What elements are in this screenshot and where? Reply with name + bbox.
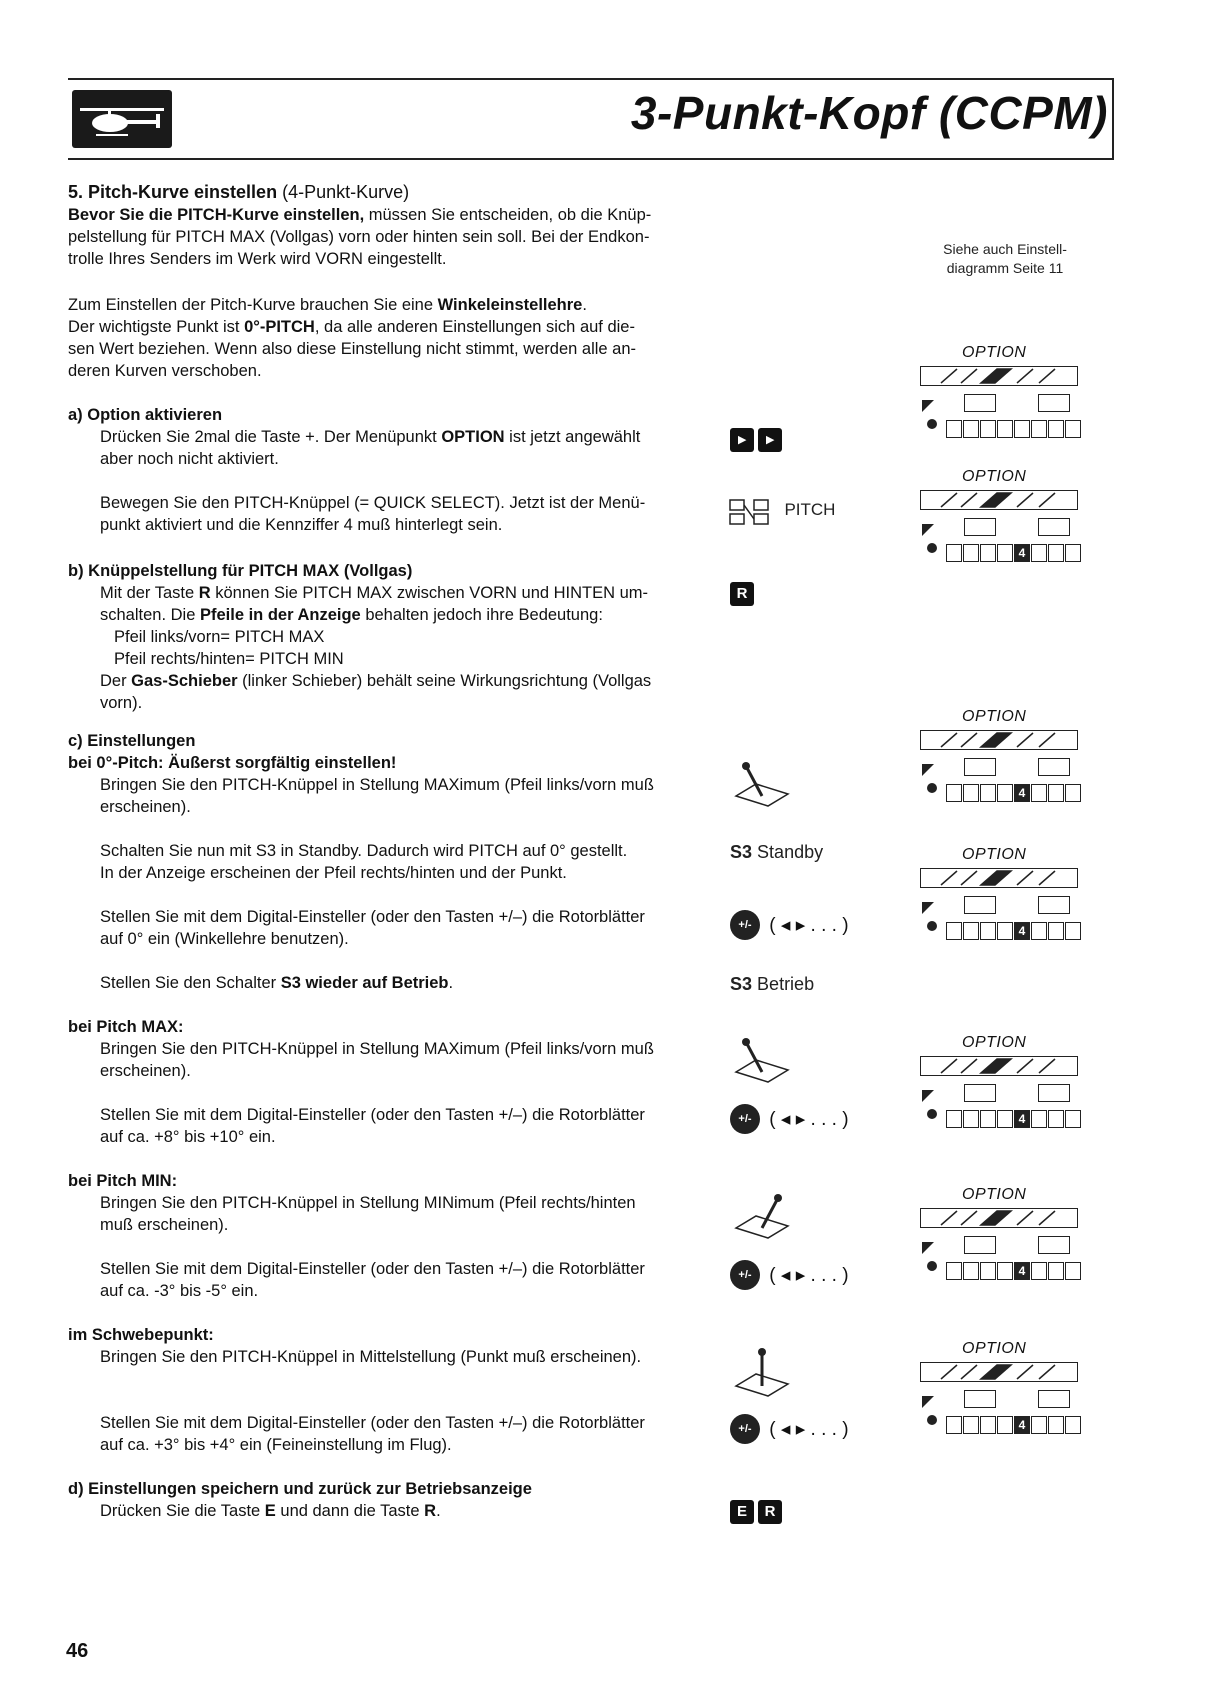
lcd-digit [980,784,996,802]
lcd-digit [963,784,979,802]
dial-suffix: ( ◂ ▸ . . . ) [769,1418,849,1440]
p2-l1a: Zum Einstellen der Pitch-Kurve brauchen Sie eine [68,296,438,314]
lcd-digit-highlight: 4 [1014,922,1030,940]
c-s0-l3: Schalten Sie nun mit S3 in Standby. Dadurch wird PITCH auf 0° gestellt. [100,842,628,860]
lcd-digit [980,420,996,438]
lcd-bar [920,730,1078,750]
c-s0-l2: erscheinen). [100,798,191,816]
lcd-digit [963,1416,979,1434]
header-rule-right [1112,78,1114,160]
intro-bold: Bevor Sie die PITCH-Kurve einstellen, [68,206,365,224]
intro-line1: müssen Sie entscheiden, ob die Knüp- [364,206,652,224]
lcd-digit [946,420,962,438]
lcd-digit [980,1416,996,1434]
c-s0-block4 [100,972,710,994]
b-block [100,582,720,714]
s3-betrieb-bold: S3 [730,974,753,994]
lcd-bar [920,490,1078,510]
lcd-digit [1048,784,1064,802]
lcd-digit [963,1262,979,1280]
page-number: 46 [66,1640,89,1662]
d-block [100,1500,710,1522]
lcd-small-box [964,518,996,536]
c-s0-l7c: . [448,974,454,992]
intro-line2: pelstellung für PITCH MAX (Vollgas) vorn oder hinten sein soll. Bei der Endkon- [68,228,650,246]
lcd-digit [1065,420,1081,438]
c-sub-hover: im Schwebepunkt: [68,1326,214,1344]
lcd-small-box [964,758,996,776]
e-key-icon: E [730,1500,754,1524]
pitch-label: PITCH [784,500,836,520]
lcd-display [912,846,1082,954]
s3-standby-text: Standby [757,842,824,862]
header-rule-bottom [68,158,1114,160]
lcd-digit [1048,544,1064,562]
c-max-l3: Stellen Sie mit dem Digital-Einsteller (oder den Tasten +/–) die Rotorblätter [100,1106,645,1124]
p2-l4: deren Kurven verschoben. [68,362,262,380]
lcd-digit [1048,1262,1064,1280]
b-l2c: behalten jedoch ihre Bedeutung: [360,606,603,624]
lcd-digit [1065,544,1081,562]
lcd-bar [920,1056,1078,1076]
lcd-arrow-icon [920,398,946,436]
lcd-display [912,344,1082,452]
lcd-bar [920,1208,1078,1228]
lcd-digit [963,544,979,562]
lcd-digit [1031,420,1047,438]
helicopter-icon [72,90,172,148]
s3-standby-label [730,842,823,863]
a-l4: punkt aktiviert und die Kennziffer 4 muß hinterlegt sein. [100,516,503,534]
intro-line3: trolle Ihres Senders im Werk wird VORN eingestellt. [68,250,447,268]
c-max-block1 [100,1038,710,1082]
digital-setter-1 [730,910,849,940]
c-s0-block1 [100,774,710,818]
lcd-digit [1048,420,1064,438]
lcd-small-box [1038,758,1070,776]
lcd-display [912,708,1082,816]
lcd-arrow-icon [920,900,946,938]
lcd-digit [997,784,1013,802]
lcd-digit [1048,922,1064,940]
stick-max-icon [732,760,792,812]
c-min-l2: muß erscheinen). [100,1216,229,1234]
b-l2b: Pfeile in der Anzeige [199,606,361,624]
lcd-arrow-icon [920,522,946,560]
lcd-digit [980,1262,996,1280]
a-l3: Bewegen Sie den PITCH-Knüppel (= QUICK SELECT). Jetzt ist der Menü- [100,494,646,512]
lcd-digit [980,922,996,940]
lcd-digit-highlight: 4 [1014,1262,1030,1280]
digital-setter-3 [730,1260,849,1290]
dial-suffix: ( ◂ ▸ . . . ) [769,914,849,936]
lcd-title: OPTION [962,1340,1027,1357]
lcd-small-box [964,394,996,412]
d-l1d: R [424,1502,437,1520]
d-l1a: Drücken Sie die Taste [100,1502,265,1520]
stick-max-icon [732,1036,792,1088]
digital-setter-2 [730,1104,849,1134]
lcd-title: OPTION [962,846,1027,863]
lcd-digit [1031,784,1047,802]
lcd-digit [946,1262,962,1280]
b-l4: Pfeil rechts/hinten= PITCH MIN [114,650,344,668]
c-s0-l5: Stellen Sie mit dem Digital-Einsteller (oder den Tasten +/–) die Rotorblätter [100,908,645,926]
lcd-digit [946,784,962,802]
c-s0-l1: Bringen Sie den PITCH-Knüppel in Stellung MAXimum (Pfeil links/vorn muß [100,776,654,794]
b-l1a: Mit der Taste [100,584,199,602]
stick-center-icon [732,1346,792,1402]
section-heading: 5. Pitch-Kurve einstellen [68,182,278,202]
c-s0-block3 [100,906,710,950]
lcd-small-box [1038,1084,1070,1102]
b-l1b: R [198,584,211,602]
lcd-digit [963,1110,979,1128]
lcd-display [912,1340,1082,1448]
b-l1c: können Sie PITCH MAX zwischen VORN und HINTEN um- [210,584,649,602]
c-min-l4: auf ca. -3° bis -5° ein. [100,1282,259,1300]
lcd-digit [1065,1110,1081,1128]
stick-min-icon [732,1192,792,1244]
lcd-small-box [964,896,996,914]
lcd-digit-highlight: 4 [1014,1416,1030,1434]
a-heading: a) Option aktivieren [68,406,223,424]
lcd-digit [1014,420,1030,438]
lcd-title: OPTION [962,1034,1027,1051]
side-note-line2: diagramm Seite 11 [946,260,1064,276]
lcd-digit [946,544,962,562]
lcd-bar [920,1362,1078,1382]
r-key-icon: R [730,582,754,606]
lcd-digit [1065,1262,1081,1280]
lcd-digit [946,1110,962,1128]
p2-l3: sen Wert beziehen. Wenn also diese Einstellung nicht stimmt, werden alle an- [68,340,637,358]
page-title: 3-Punkt-Kopf (CCPM) [630,87,1108,139]
c-s0-l7a: Stellen Sie den Schalter [100,974,281,992]
lcd-arrow-icon [920,1088,946,1126]
c-max-l4: auf ca. +8° bis +10° ein. [100,1128,276,1146]
c-hov-l3: auf ca. +3° bis +4° ein (Feineinstellung im Flug). [100,1436,452,1454]
header-rule-top [68,78,1114,80]
c-sub-min: bei Pitch MIN: [68,1172,178,1190]
c-hov-l2: Stellen Sie mit dem Digital-Einsteller (oder den Tasten +/–) die Rotorblätter [100,1414,645,1432]
lcd-small-box [964,1084,996,1102]
lcd-digit [997,1262,1013,1280]
p2-l2b: 0°-PITCH [244,318,315,336]
b-l5a: Der [100,672,132,690]
lcd-digit [997,420,1013,438]
lcd-small-box [1038,394,1070,412]
lcd-bar [920,868,1078,888]
lcd-digit-highlight: 4 [1014,1110,1030,1128]
lcd-digit [1031,1416,1047,1434]
d-l1c: und dann die Taste [275,1502,425,1520]
lcd-digit-highlight: 4 [1014,784,1030,802]
lcd-digit-highlight: 4 [1014,544,1030,562]
lcd-small-box [964,1236,996,1254]
lcd-digit [946,1416,962,1434]
lcd-digit [1031,1262,1047,1280]
c-s0-l7b: S3 wieder auf Betrieb [280,974,449,992]
a-block1 [100,426,710,470]
side-note [920,240,1090,278]
b-heading: b) Knüppelstellung für PITCH MAX (Vollgas) [68,562,413,580]
lcd-digit [1031,1110,1047,1128]
d-heading: d) Einstellungen speichern und zurück zur Betriebsanzeige [68,1480,532,1498]
lcd-arrow-icon [920,762,946,800]
plus-key-icon: ▸ [758,428,782,452]
lcd-arrow-icon [920,1240,946,1278]
lcd-display [912,1186,1082,1294]
plus-key-icon: ▸ [730,428,754,452]
c-min-block1 [100,1192,710,1236]
c-sub-max: bei Pitch MAX: [68,1018,184,1036]
dial-icon: +/- [730,910,760,940]
lcd-digit [963,922,979,940]
lcd-small-box [1038,1236,1070,1254]
lcd-digit [997,544,1013,562]
b-l2a: schalten. Die [100,606,200,624]
lcd-digit [997,922,1013,940]
a-l2: aber noch nicht aktiviert. [100,450,279,468]
b-l3: Pfeil links/vorn= PITCH MAX [114,628,325,646]
stick-switch-icon [728,494,772,528]
p2-l2c: , da alle anderen Einstellungen sich auf die- [314,318,635,336]
s3-betrieb-label [730,974,814,995]
p2-l2a: Der wichtigste Punkt ist [68,318,245,336]
c-min-block2 [100,1258,710,1302]
c-s0-l4: In der Anzeige erscheinen der Pfeil rechts/hinten und der Punkt. [100,864,567,882]
s3-standby-bold: S3 [730,842,753,862]
c-s0-l6: auf 0° ein (Winkellehre benutzen). [100,930,349,948]
lcd-display [912,468,1082,576]
c-s0-block2 [100,840,710,884]
c-max-l1: Bringen Sie den PITCH-Knüppel in Stellung MAXimum (Pfeil links/vorn muß [100,1040,654,1058]
pitch-stick-label [728,494,838,528]
lcd-title: OPTION [962,1186,1027,1203]
lcd-arrow-icon [920,1394,946,1432]
lcd-small-box [1038,518,1070,536]
a-block2 [100,492,710,536]
lcd-small-box [1038,896,1070,914]
dial-icon: +/- [730,1260,760,1290]
lcd-digit [1048,1110,1064,1128]
b-l5b: Gas-Schieber [131,672,238,690]
digital-setter-4 [730,1414,849,1444]
a-l1a: Drücken Sie 2mal die Taste +. Der Menüpunkt [100,428,442,446]
lcd-digit [997,1110,1013,1128]
a-l1b: OPTION [441,428,505,446]
dial-suffix: ( ◂ ▸ . . . ) [769,1108,849,1130]
r-key-icon: R [758,1500,782,1524]
lcd-digit [1065,922,1081,940]
lcd-digit [946,922,962,940]
c-hov-block2 [100,1412,710,1456]
lcd-bar [920,366,1078,386]
d-l1e: . [436,1502,441,1520]
c-hov-l1: Bringen Sie den PITCH-Knüppel in Mittelstellung (Punkt muß erscheinen). [100,1348,642,1366]
lcd-display [912,1034,1082,1142]
section-heading-rest: (4-Punkt-Kurve) [277,182,410,202]
dial-icon: +/- [730,1414,760,1444]
lcd-title: OPTION [962,708,1027,725]
e-r-keys [730,1500,786,1524]
lcd-digit [1048,1416,1064,1434]
lcd-digit [1031,544,1047,562]
lcd-small-box [1038,1390,1070,1408]
plus-keys [730,428,786,452]
lcd-digit [1065,784,1081,802]
c-min-l3: Stellen Sie mit dem Digital-Einsteller (oder den Tasten +/–) die Rotorblätter [100,1260,645,1278]
dial-suffix: ( ◂ ▸ . . . ) [769,1264,849,1286]
lcd-digit [1031,922,1047,940]
dial-icon: +/- [730,1104,760,1134]
s3-betrieb-text: Betrieb [757,974,815,994]
c-sub0: bei 0°-Pitch: Äußerst sorgfältig einstellen! [68,754,397,772]
c-max-block2 [100,1104,710,1148]
d-l1b: E [264,1502,276,1520]
lcd-small-box [964,1390,996,1408]
lcd-title: OPTION [962,468,1027,485]
p2-l1c: . [582,296,587,314]
lcd-digit [1065,1416,1081,1434]
lcd-digit [997,1416,1013,1434]
lcd-title: OPTION [962,344,1027,361]
lcd-digit [963,420,979,438]
b-l6: vorn). [100,694,143,712]
side-note-line1: Siehe auch Einstell- [943,241,1067,257]
section-intro [68,180,708,382]
lcd-digit [980,544,996,562]
b-l5c: (linker Schieber) behält seine Wirkungsrichtung (Vollgas [237,672,652,690]
c-max-l2: erscheinen). [100,1062,191,1080]
p2-l1b: Winkeleinstellehre [437,296,583,314]
c-min-l1: Bringen Sie den PITCH-Knüppel in Stellung MINimum (Pfeil rechts/hinten [100,1194,636,1212]
a-l1c: ist jetzt angewählt [504,428,641,446]
c-heading: c) Einstellungen [68,732,196,750]
lcd-digit [980,1110,996,1128]
r-key-b [730,582,758,606]
